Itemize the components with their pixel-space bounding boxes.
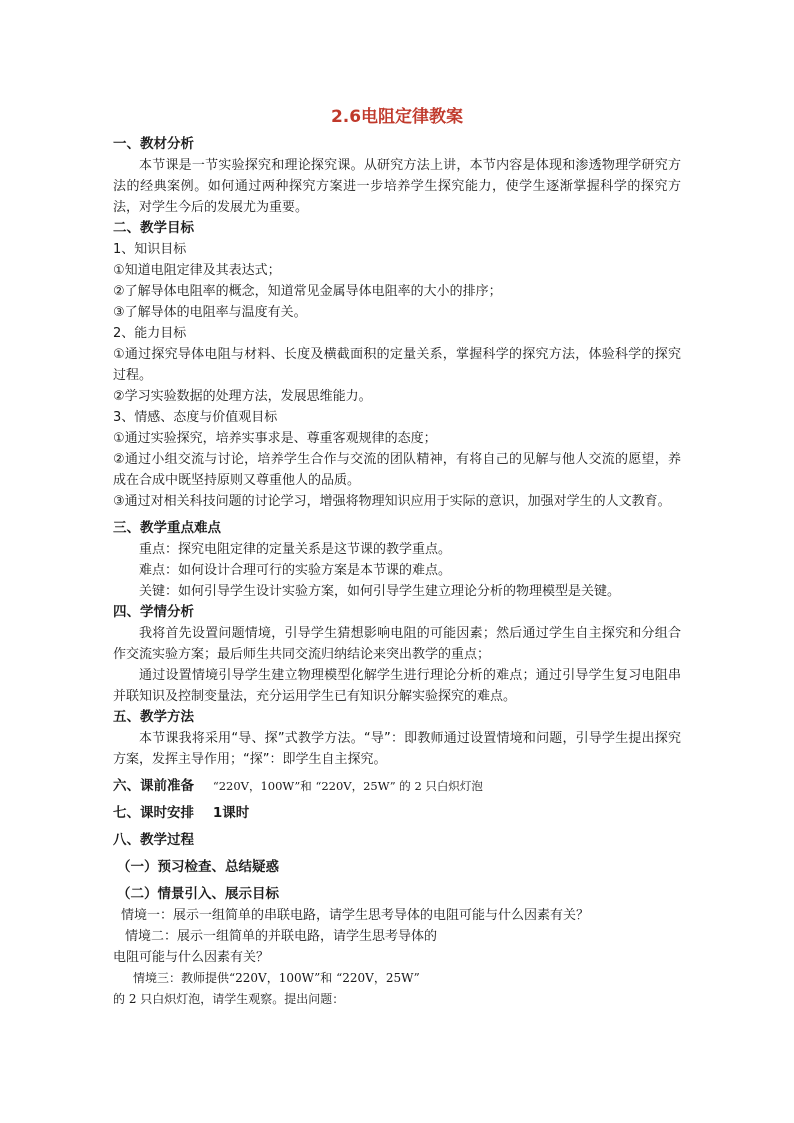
list-item: ②学习实验数据的处理方法，发展思维能力。 (113, 389, 372, 404)
list-item: 关键：如何引导学生设计实验方案，如何引导学生建立理论分析的物理模型是关键。 (139, 584, 621, 599)
section-heading-7-label: 七、课时安排 (113, 805, 194, 821)
list-item: ③通过对相关科技问题的讨论学习，增强将物理知识应用于实际的意识，加强对学生的人文教育。 (113, 494, 671, 509)
subsection-1: （一）预习检查、总结疑惑 (117, 859, 279, 875)
paragraph: 我将首先设置问题情境，引导学生猜想影响电阻的可能因素；然后通过学生自主探究和分组合作交流实验方案；最后师生共同交流归纳结论来突出教学的重点； (113, 626, 681, 662)
scenario-1: 情境一：展示一组简单的串联电路，请学生思考导体的电阻可能与什么因素有关？ (121, 908, 590, 923)
subheading-attitude: 3、情感、态度与价值观目标 (113, 410, 278, 425)
subsection-2: （二）情景引入、展示目标 (117, 886, 279, 902)
paragraph: 通过设置情境引导学生建立物理模型化解学生进行理论分析的难点；通过引导学生复习电阻串并联知识及控制变量法，充分运用学生已有知识分解实验探究的难点。 (113, 668, 681, 704)
subheading-ability: 2、能力目标 (113, 326, 187, 341)
scenario-2-line-2: 电阻可能与什么因素有关？ (113, 950, 270, 965)
section-6-text: “220V，100W”和 “220V，25W” 的 2 只白炽灯泡 (212, 779, 483, 793)
paragraph: 本节课是一节实验探究和理论探究课。从研究方法上讲，本节内容是体现和渗透物理学研究方法的经典案例。如何通过两种探究方案进一步培养学生探究能力，使学生逐渐掌握科学的探究方法，对学生今后的发展尤为重要。 (113, 158, 681, 215)
subheading-knowledge: 1、知识目标 (113, 242, 187, 257)
section-heading-5: 五、教学方法 (113, 709, 194, 725)
section-heading-3: 三、教学重点难点 (113, 520, 221, 536)
document-title: 2.6电阻定律教案 (330, 107, 464, 127)
section-heading-7 (113, 803, 681, 824)
scenario-3-line-2: 的 2 只白炽灯泡，请学生观察。提出问题： (113, 992, 345, 1006)
section-heading-2: 二、教学目标 (113, 220, 194, 236)
list-item: ①知道电阻定律及其表达式； (113, 263, 281, 278)
list-item: ③了解导体的电阻率与温度有关。 (113, 305, 307, 320)
list-item: 难点：如何设计合理可行的实验方案是本节课的难点。 (139, 563, 452, 578)
list-item: ②通过小组交流与讨论，培养学生合作与交流的团队精神，有将自己的见解与他人交流的愿望，养成在合成中既坚持原则又尊重他人的品质。 (113, 452, 681, 488)
section-heading-8: 八、教学过程 (113, 832, 194, 848)
document-body (113, 104, 681, 1010)
section-heading-1: 一、教材分析 (113, 136, 194, 152)
list-item: ②了解导体电阻率的概念，知道常见金属导体电阻率的大小的排序； (113, 284, 502, 299)
section-heading-4: 四、学情分析 (113, 604, 194, 620)
scenario-3-line-1: 情境三：教师提供“220V，100W”和 “220V，25W” (133, 971, 420, 985)
scenario-2-line-1: 情境二：展示一组简单的并联电路，请学生思考导体的 (125, 929, 438, 944)
section-heading-6-label: 六、课前准备 (113, 778, 194, 794)
list-item: ①通过实验探究，培养实事求是、尊重客观规律的态度； (113, 431, 437, 446)
list-item: 重点：探究电阻定律的定量关系是这节课的教学重点。 (139, 542, 452, 557)
paragraph: 本节课我将采用“导、探”式教学方法。“导”：即教师通过设置情境和问题，引导学生提出探究方案，发挥主导作用；“探”：即学生自主探究。 (113, 731, 681, 767)
section-heading-6 (113, 776, 681, 797)
list-item: ①通过探究导体电阻与材料、长度及横截面积的定量关系，掌握科学的探究方法，体验科学的探究过程。 (113, 347, 681, 383)
section-7-text: 1课时 (212, 805, 250, 821)
